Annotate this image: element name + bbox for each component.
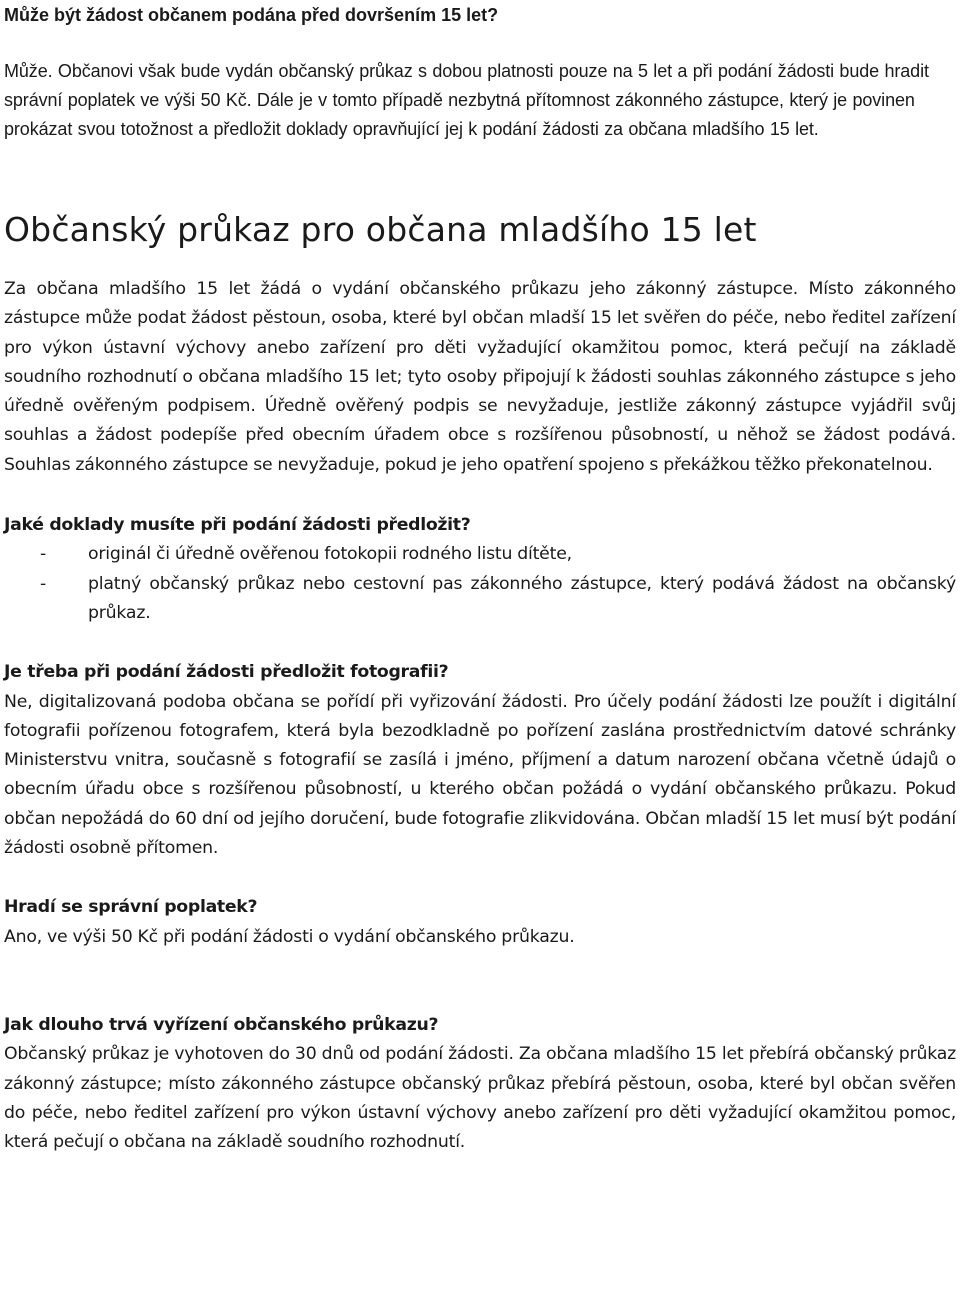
section-title-fee: Hradí se správní poplatek? xyxy=(4,897,258,918)
list-item-text: originál či úředně ověřenou fotokopii rodného listu dítěte, xyxy=(88,544,572,565)
section-title-documents: Jaké doklady musíte při podání žádosti předložit? xyxy=(4,515,471,536)
section-title-photo: Je třeba při podání žádosti předložit fotografii? xyxy=(4,662,449,683)
intro-paragraph: Za občana mladšího 15 let žádá o vydání občanského průkazu jeho zákonný zástupce. Místo zákonného zástupce může podat žádost pěstoun, osoba, které byl občan mladší 15 let svěřen do péče, nebo ředitel zařízení pro výkon ústavní výchovy anebo zařízení pro děti vyžadující okamžitou pomoc, která pečují na základě soudního rozhodnutí o občana mladšího 15 let; tyto osoby připojují k žádosti souhlas zákonného zástupce s jeho úředně ověřeným podpisem. Úředně ověřený podpis se nevyžaduje, jestliže zákonný zástupce vyjádřil svůj souhlas a žádost podepíše před obecním úřadem obce s rozšířenou působností, u něhož se žádost podává. Souhlas zákonného zástupce se nevyžaduje, pokud je jeho opatření spojeno s překážkou těžko překonatelnou. xyxy=(4,279,956,475)
list-item xyxy=(4,540,956,569)
section-text-fee: Ano, ve výši 50 Kč při podání žádosti o vydání občanského průkazu. xyxy=(4,926,575,947)
section-text-processing-time: Občanský průkaz je vyhotoven do 30 dnů od podání žádosti. Za občana mladšího 15 let přebírá občanský průkaz zákonný zástupce; místo zákonného zástupce občanský průkaz přebírá pěstoun, osoba, které byl občan svěřen do péče, nebo ředitel zařízení pro výkon ústavní výchovy anebo zařízení pro děti vyžadující okamžitou pomoc, která pečují o občana na základě soudního rozhodnutí. xyxy=(4,1044,956,1153)
list-dash-marker: - xyxy=(40,544,47,565)
section-text-photo: Ne, digitalizovaná podoba občana se pořídí při vyřizování žádosti. Pro účely podání žádosti lze použít i digitální fotografii pořízenou fotografem, která byla bezodkladně po pořízení zaslána prostřednictvím datové schránky Ministerstvu vnitra, současně s fotografií se zasílá i jméno, příjmení a datum narození občana včetně údajů o obecním úřadu obce s rozšířenou působností, u kterého občan požádá o vydání občanského průkazu. Pokud občan nepožádá do 60 dní od jejího doručení, bude fotografie zlikvidována. Občan mladší 15 let musí být podání žádosti osobně přítomen. xyxy=(4,691,956,859)
documents-list xyxy=(4,540,956,628)
list-item-text: platný občanský průkaz nebo cestovní pas zákonného zástupce, který podává žádost na občanský průkaz. xyxy=(88,573,956,623)
section-title-processing-time: Jak dlouho trvá vyřízení občanského průkazu? xyxy=(4,1014,439,1035)
list-item xyxy=(4,570,956,629)
list-dash-marker: - xyxy=(40,573,47,594)
answer-before-15: Může. Občanovi však bude vydán občanský průkaz s dobou platnosti pouze na 5 let a při podání žádosti bude hradit správní poplatek ve výši 50 Kč. Dále je v tomto případě nezbytná přítomnost zákonného zástupce, který je povinen prokázat svou totožnost a předložit doklady opravňující jej k podání žádosti za občana mladšího 15 let. xyxy=(4,61,929,139)
question-title-before-15: Může být žádost občanem podána před dovršením 15 let? xyxy=(4,5,499,25)
page-heading: Občanský průkaz pro občana mladšího 15 let xyxy=(4,210,757,249)
